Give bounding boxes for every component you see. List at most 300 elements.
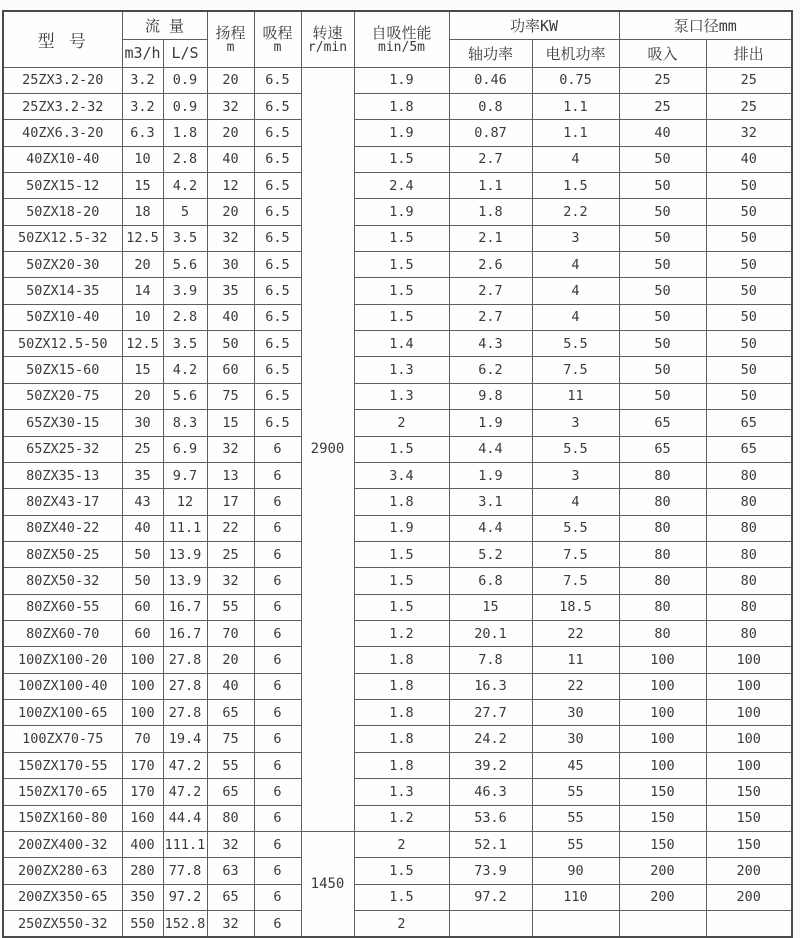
cell-flow-m3h: 12.5 <box>122 225 163 251</box>
cell-motor-power: 5.5 <box>532 331 619 357</box>
table-row <box>3 700 792 726</box>
cell-flow-ls: 97.2 <box>163 884 207 910</box>
suction-title: 吸程 <box>262 23 293 42</box>
col-header-power: 功率KW <box>449 11 619 39</box>
cell-outlet: 40 <box>706 146 792 172</box>
cell-outlet: 80 <box>706 621 792 647</box>
cell-suction: 6 <box>254 568 301 594</box>
cell-flow-m3h: 43 <box>122 489 163 515</box>
cell-self-priming: 1.5 <box>354 278 449 304</box>
cell-self-priming: 1.5 <box>354 884 449 910</box>
cell-self-priming: 1.8 <box>354 647 449 673</box>
cell-outlet: 50 <box>706 357 792 383</box>
cell-inlet: 40 <box>619 120 706 146</box>
cell-model: 150ZX170-65 <box>3 779 122 805</box>
pump-spec-table <box>2 10 793 938</box>
table-row <box>3 911 792 938</box>
cell-outlet: 25 <box>706 67 792 93</box>
cell-shaft-power: 46.3 <box>449 779 532 805</box>
cell-shaft-power: 1.1 <box>449 172 532 198</box>
cell-inlet: 150 <box>619 831 706 857</box>
cell-shaft-power: 4.4 <box>449 515 532 541</box>
cell-shaft-power: 39.2 <box>449 752 532 778</box>
cell-flow-ls: 16.7 <box>163 594 207 620</box>
cell-head: 32 <box>207 225 254 251</box>
cell-inlet: 50 <box>619 357 706 383</box>
cell-flow-m3h: 280 <box>122 858 163 884</box>
cell-flow-m3h: 12.5 <box>122 331 163 357</box>
cell-outlet: 50 <box>706 383 792 409</box>
cell-self-priming: 1.5 <box>354 304 449 330</box>
cell-flow-ls: 5.6 <box>163 383 207 409</box>
cell-flow-m3h: 50 <box>122 568 163 594</box>
cell-outlet: 50 <box>706 199 792 225</box>
table-row <box>3 673 792 699</box>
cell-outlet: 100 <box>706 700 792 726</box>
cell-model: 50ZX15-60 <box>3 357 122 383</box>
cell-flow-m3h: 100 <box>122 647 163 673</box>
cell-self-priming: 1.5 <box>354 858 449 884</box>
cell-shaft-power: 2.7 <box>449 304 532 330</box>
cell-model: 50ZX18-20 <box>3 199 122 225</box>
cell-speed: 1450 <box>301 831 354 937</box>
table-row <box>3 726 792 752</box>
cell-inlet: 50 <box>619 331 706 357</box>
cell-inlet: 100 <box>619 726 706 752</box>
table-row <box>3 805 792 831</box>
cell-head: 60 <box>207 357 254 383</box>
col-header-flow-ls: L/S <box>163 39 207 67</box>
table-row <box>3 67 792 93</box>
col-header-shaft-power: 轴功率 <box>449 39 532 67</box>
cell-outlet: 80 <box>706 568 792 594</box>
cell-flow-ls: 2.8 <box>163 304 207 330</box>
cell-inlet: 50 <box>619 199 706 225</box>
cell-self-priming: 1.8 <box>354 700 449 726</box>
cell-self-priming: 1.8 <box>354 93 449 119</box>
cell-self-priming: 1.5 <box>354 594 449 620</box>
cell-suction: 6 <box>254 436 301 462</box>
cell-suction: 6 <box>254 752 301 778</box>
table-row <box>3 779 792 805</box>
cell-model: 50ZX12.5-32 <box>3 225 122 251</box>
cell-head: 32 <box>207 568 254 594</box>
cell-outlet: 100 <box>706 673 792 699</box>
cell-model: 80ZX43-17 <box>3 489 122 515</box>
cell-shaft-power: 2.6 <box>449 252 532 278</box>
cell-head: 13 <box>207 462 254 488</box>
cell-shaft-power: 2.1 <box>449 225 532 251</box>
cell-motor-power: 5.5 <box>532 436 619 462</box>
cell-self-priming: 2 <box>354 911 449 938</box>
table-row <box>3 436 792 462</box>
cell-flow-ls: 111.1 <box>163 831 207 857</box>
cell-inlet: 200 <box>619 858 706 884</box>
cell-flow-m3h: 170 <box>122 779 163 805</box>
cell-head: 20 <box>207 199 254 225</box>
cell-motor-power: 55 <box>532 805 619 831</box>
cell-head: 20 <box>207 67 254 93</box>
cell-model: 150ZX160-80 <box>3 805 122 831</box>
cell-shaft-power: 6.2 <box>449 357 532 383</box>
cell-model: 200ZX280-63 <box>3 858 122 884</box>
cell-shaft-power: 7.8 <box>449 647 532 673</box>
cell-inlet: 150 <box>619 779 706 805</box>
cell-motor-power: 11 <box>532 383 619 409</box>
cell-flow-ls: 44.4 <box>163 805 207 831</box>
cell-motor-power: 4 <box>532 304 619 330</box>
cell-self-priming: 1.5 <box>354 541 449 567</box>
cell-flow-ls: 27.8 <box>163 700 207 726</box>
cell-suction: 6.5 <box>254 199 301 225</box>
cell-outlet: 50 <box>706 278 792 304</box>
cell-head: 22 <box>207 515 254 541</box>
cell-self-priming: 1.3 <box>354 383 449 409</box>
cell-suction: 6 <box>254 805 301 831</box>
col-header-inlet: 吸入 <box>619 39 706 67</box>
cell-inlet: 80 <box>619 489 706 515</box>
cell-head: 65 <box>207 700 254 726</box>
col-header-motor-power: 电机功率 <box>532 39 619 67</box>
cell-flow-m3h: 10 <box>122 146 163 172</box>
cell-inlet: 80 <box>619 462 706 488</box>
cell-inlet: 65 <box>619 436 706 462</box>
cell-self-priming: 1.9 <box>354 67 449 93</box>
cell-flow-ls: 47.2 <box>163 779 207 805</box>
cell-flow-m3h: 35 <box>122 462 163 488</box>
cell-head: 17 <box>207 489 254 515</box>
table-row <box>3 621 792 647</box>
cell-motor-power: 5.5 <box>532 515 619 541</box>
cell-outlet: 50 <box>706 252 792 278</box>
cell-outlet: 200 <box>706 858 792 884</box>
cell-model: 100ZX70-75 <box>3 726 122 752</box>
cell-self-priming: 1.5 <box>354 436 449 462</box>
cell-motor-power: 45 <box>532 752 619 778</box>
table-row <box>3 304 792 330</box>
cell-self-priming: 1.2 <box>354 621 449 647</box>
col-header-flow-m3h: m3/h <box>122 39 163 67</box>
cell-model: 150ZX170-55 <box>3 752 122 778</box>
cell-motor-power: 4 <box>532 146 619 172</box>
cell-outlet: 80 <box>706 462 792 488</box>
cell-flow-ls: 152.8 <box>163 911 207 938</box>
table-row <box>3 647 792 673</box>
col-header-port: 泵口径mm <box>619 11 792 39</box>
cell-head: 35 <box>207 278 254 304</box>
cell-flow-m3h: 25 <box>122 436 163 462</box>
cell-outlet: 25 <box>706 93 792 119</box>
cell-head: 30 <box>207 252 254 278</box>
cell-suction: 6 <box>254 779 301 805</box>
cell-head: 20 <box>207 120 254 146</box>
cell-motor-power: 7.5 <box>532 357 619 383</box>
cell-shaft-power: 0.46 <box>449 67 532 93</box>
cell-suction: 6 <box>254 700 301 726</box>
self-priming-title: 自吸性能 <box>371 23 432 42</box>
cell-motor-power: 7.5 <box>532 568 619 594</box>
cell-outlet: 150 <box>706 779 792 805</box>
cell-flow-ls: 3.9 <box>163 278 207 304</box>
cell-motor-power: 7.5 <box>532 541 619 567</box>
cell-head: 40 <box>207 673 254 699</box>
table-row <box>3 199 792 225</box>
cell-outlet: 80 <box>706 594 792 620</box>
cell-outlet: 50 <box>706 172 792 198</box>
cell-motor-power: 3 <box>532 225 619 251</box>
col-header-speed <box>301 11 354 67</box>
table-row <box>3 146 792 172</box>
cell-flow-m3h: 100 <box>122 673 163 699</box>
cell-inlet: 80 <box>619 594 706 620</box>
cell-self-priming: 1.8 <box>354 673 449 699</box>
cell-suction: 6.5 <box>254 225 301 251</box>
cell-flow-m3h: 30 <box>122 410 163 436</box>
table-row <box>3 568 792 594</box>
cell-flow-m3h: 60 <box>122 594 163 620</box>
cell-model: 80ZX60-55 <box>3 594 122 620</box>
cell-shaft-power: 0.87 <box>449 120 532 146</box>
cell-flow-m3h: 170 <box>122 752 163 778</box>
cell-model: 80ZX50-25 <box>3 541 122 567</box>
cell-flow-m3h: 15 <box>122 172 163 198</box>
cell-suction: 6 <box>254 673 301 699</box>
cell-inlet: 50 <box>619 146 706 172</box>
cell-shaft-power: 52.1 <box>449 831 532 857</box>
col-header-head <box>207 11 254 67</box>
cell-head: 75 <box>207 383 254 409</box>
cell-shaft-power: 5.2 <box>449 541 532 567</box>
cell-model: 80ZX35-13 <box>3 462 122 488</box>
cell-inlet: 50 <box>619 278 706 304</box>
cell-suction: 6.5 <box>254 383 301 409</box>
cell-self-priming: 1.8 <box>354 489 449 515</box>
cell-motor-power: 30 <box>532 726 619 752</box>
cell-suction: 6.5 <box>254 331 301 357</box>
head-title: 扬程 <box>215 23 246 42</box>
cell-shaft-power: 4.4 <box>449 436 532 462</box>
cell-model: 250ZX550-32 <box>3 911 122 938</box>
cell-model: 80ZX40-22 <box>3 515 122 541</box>
cell-model: 65ZX25-32 <box>3 436 122 462</box>
cell-outlet: 65 <box>706 436 792 462</box>
cell-flow-ls: 16.7 <box>163 621 207 647</box>
cell-flow-ls: 0.9 <box>163 67 207 93</box>
cell-speed: 2900 <box>301 67 354 831</box>
cell-head: 15 <box>207 410 254 436</box>
header-row-1 <box>3 11 792 39</box>
cell-motor-power: 3 <box>532 462 619 488</box>
cell-flow-m3h: 50 <box>122 541 163 567</box>
cell-head: 65 <box>207 779 254 805</box>
col-header-self-priming <box>354 11 449 67</box>
cell-shaft-power: 24.2 <box>449 726 532 752</box>
cell-self-priming: 1.8 <box>354 726 449 752</box>
cell-head: 32 <box>207 93 254 119</box>
cell-motor-power: 55 <box>532 831 619 857</box>
cell-suction: 6.5 <box>254 278 301 304</box>
cell-inlet: 100 <box>619 673 706 699</box>
cell-head: 40 <box>207 146 254 172</box>
cell-suction: 6 <box>254 621 301 647</box>
cell-flow-ls: 0.9 <box>163 93 207 119</box>
cell-flow-ls: 19.4 <box>163 726 207 752</box>
cell-suction: 6 <box>254 858 301 884</box>
cell-motor-power: 1.1 <box>532 120 619 146</box>
cell-self-priming: 1.3 <box>354 779 449 805</box>
self-priming-unit: min/5m <box>378 39 425 55</box>
cell-suction: 6 <box>254 911 301 938</box>
cell-shaft-power: 3.1 <box>449 489 532 515</box>
cell-shaft-power <box>449 911 532 938</box>
cell-self-priming: 1.5 <box>354 146 449 172</box>
cell-shaft-power: 15 <box>449 594 532 620</box>
cell-inlet: 100 <box>619 647 706 673</box>
cell-motor-power: 110 <box>532 884 619 910</box>
cell-self-priming: 1.5 <box>354 252 449 278</box>
cell-head: 32 <box>207 436 254 462</box>
cell-model: 40ZX10-40 <box>3 146 122 172</box>
cell-outlet <box>706 911 792 938</box>
cell-head: 12 <box>207 172 254 198</box>
cell-suction: 6 <box>254 647 301 673</box>
cell-shaft-power: 1.9 <box>449 410 532 436</box>
cell-outlet: 100 <box>706 726 792 752</box>
cell-motor-power: 3 <box>532 410 619 436</box>
cell-flow-ls: 6.9 <box>163 436 207 462</box>
cell-shaft-power: 53.6 <box>449 805 532 831</box>
cell-shaft-power: 2.7 <box>449 278 532 304</box>
cell-motor-power: 55 <box>532 779 619 805</box>
cell-inlet: 80 <box>619 541 706 567</box>
cell-suction: 6.5 <box>254 172 301 198</box>
cell-model: 25ZX3.2-32 <box>3 93 122 119</box>
cell-flow-m3h: 70 <box>122 726 163 752</box>
cell-shaft-power: 1.9 <box>449 462 532 488</box>
col-header-model: 型 号 <box>3 11 122 67</box>
col-header-suction <box>254 11 301 67</box>
cell-flow-m3h: 100 <box>122 700 163 726</box>
cell-model: 200ZX400-32 <box>3 831 122 857</box>
cell-flow-ls: 12 <box>163 489 207 515</box>
cell-flow-m3h: 160 <box>122 805 163 831</box>
cell-model: 50ZX10-40 <box>3 304 122 330</box>
cell-suction: 6.5 <box>254 67 301 93</box>
cell-self-priming: 2 <box>354 410 449 436</box>
cell-motor-power: 1.5 <box>532 172 619 198</box>
cell-head: 63 <box>207 858 254 884</box>
cell-flow-ls: 5 <box>163 199 207 225</box>
table-row <box>3 120 792 146</box>
cell-flow-ls: 9.7 <box>163 462 207 488</box>
cell-flow-m3h: 40 <box>122 515 163 541</box>
cell-inlet: 200 <box>619 884 706 910</box>
cell-shaft-power: 0.8 <box>449 93 532 119</box>
cell-inlet: 80 <box>619 621 706 647</box>
cell-outlet: 150 <box>706 831 792 857</box>
cell-self-priming: 1.5 <box>354 568 449 594</box>
cell-flow-ls: 27.8 <box>163 647 207 673</box>
cell-self-priming: 1.9 <box>354 199 449 225</box>
cell-suction: 6 <box>254 462 301 488</box>
cell-head: 32 <box>207 831 254 857</box>
cell-flow-m3h: 400 <box>122 831 163 857</box>
cell-flow-ls: 2.8 <box>163 146 207 172</box>
table-header <box>3 11 792 67</box>
cell-head: 70 <box>207 621 254 647</box>
cell-flow-m3h: 15 <box>122 357 163 383</box>
cell-flow-m3h: 6.3 <box>122 120 163 146</box>
cell-head: 75 <box>207 726 254 752</box>
cell-head: 40 <box>207 304 254 330</box>
cell-inlet: 50 <box>619 252 706 278</box>
cell-self-priming: 3.4 <box>354 462 449 488</box>
cell-self-priming: 1.3 <box>354 357 449 383</box>
cell-outlet: 32 <box>706 120 792 146</box>
table-row <box>3 383 792 409</box>
cell-suction: 6 <box>254 726 301 752</box>
cell-model: 50ZX15-12 <box>3 172 122 198</box>
cell-flow-ls: 3.5 <box>163 331 207 357</box>
cell-outlet: 50 <box>706 304 792 330</box>
cell-outlet: 50 <box>706 225 792 251</box>
cell-model: 100ZX100-20 <box>3 647 122 673</box>
cell-inlet: 50 <box>619 172 706 198</box>
cell-head: 55 <box>207 594 254 620</box>
cell-flow-ls: 4.2 <box>163 172 207 198</box>
cell-self-priming: 2 <box>354 831 449 857</box>
cell-suction: 6.5 <box>254 304 301 330</box>
cell-self-priming: 1.8 <box>354 752 449 778</box>
cell-motor-power: 18.5 <box>532 594 619 620</box>
cell-outlet: 100 <box>706 752 792 778</box>
cell-flow-ls: 11.1 <box>163 515 207 541</box>
cell-flow-ls: 77.8 <box>163 858 207 884</box>
cell-suction: 6.5 <box>254 120 301 146</box>
cell-suction: 6 <box>254 594 301 620</box>
cell-motor-power: 11 <box>532 647 619 673</box>
cell-flow-ls: 4.2 <box>163 357 207 383</box>
cell-inlet: 50 <box>619 383 706 409</box>
cell-suction: 6.5 <box>254 357 301 383</box>
cell-flow-m3h: 20 <box>122 383 163 409</box>
cell-self-priming: 1.9 <box>354 515 449 541</box>
cell-head: 32 <box>207 911 254 938</box>
cell-self-priming: 1.5 <box>354 225 449 251</box>
cell-outlet: 80 <box>706 489 792 515</box>
cell-inlet: 65 <box>619 410 706 436</box>
cell-inlet: 80 <box>619 568 706 594</box>
cell-inlet: 50 <box>619 304 706 330</box>
suction-unit: m <box>273 39 282 55</box>
cell-model: 50ZX12.5-50 <box>3 331 122 357</box>
cell-flow-m3h: 3.2 <box>122 67 163 93</box>
cell-model: 65ZX30-15 <box>3 410 122 436</box>
cell-shaft-power: 9.8 <box>449 383 532 409</box>
cell-outlet: 80 <box>706 515 792 541</box>
cell-model: 80ZX50-32 <box>3 568 122 594</box>
cell-head: 50 <box>207 331 254 357</box>
cell-head: 20 <box>207 647 254 673</box>
cell-shaft-power: 16.3 <box>449 673 532 699</box>
cell-motor-power: 1.1 <box>532 93 619 119</box>
cell-motor-power <box>532 911 619 938</box>
cell-shaft-power: 2.7 <box>449 146 532 172</box>
cell-inlet: 50 <box>619 225 706 251</box>
table-row <box>3 172 792 198</box>
cell-self-priming: 1.4 <box>354 331 449 357</box>
speed-unit: r/min <box>307 39 348 55</box>
